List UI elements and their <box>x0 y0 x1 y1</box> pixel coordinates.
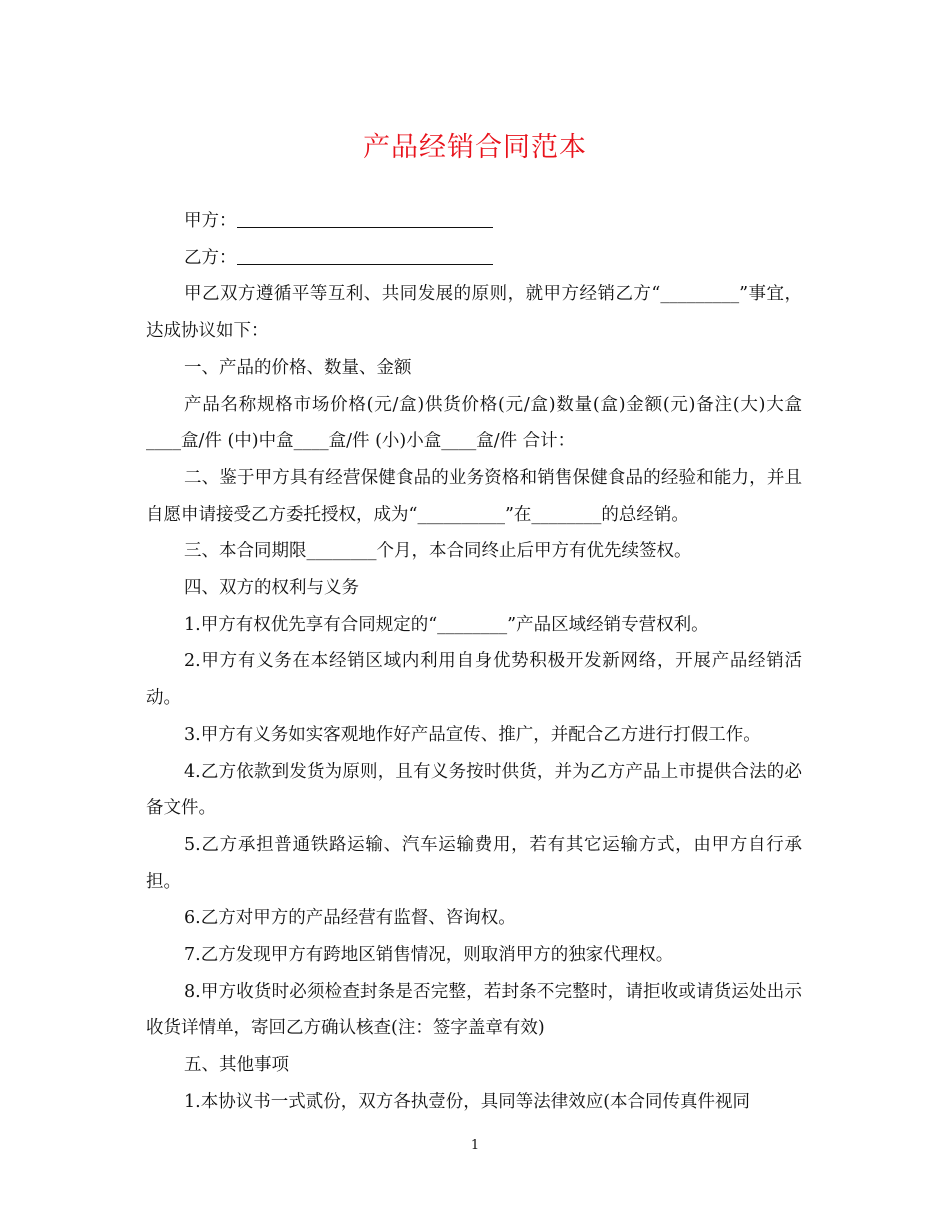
party-b-blank <box>237 246 493 265</box>
party-a-label: 甲方： <box>184 211 237 231</box>
section-two: 二、鉴于甲方具有经营保健食品的业务资格和销售保健食品的经验和能力，并且自愿申请接受乙方委托授权，成为“__________”在________的总经销。 <box>146 467 802 525</box>
section-heading-rights: 四、双方的权利与义务 <box>184 578 359 599</box>
section-three: 三、本合同期限________个月，本合同终止后甲方有优先续签权。 <box>184 541 692 562</box>
clause-6: 6.乙方对甲方的产品经营有监督、咨询权。 <box>184 908 516 929</box>
section-heading-price: 一、产品的价格、数量、金额 <box>184 357 412 378</box>
paragraph-product-table: 产品名称规格市场价格(元/盒)供货价格(元/盒)数量(盒)金额(元)备注(大)大盒____盒/件 (中)中盒____盒/件 (小)小盒____盒/件 合计： <box>146 394 802 452</box>
clause-7: 7.乙方发现甲方有跨地区销售情况，则取消甲方的独家代理权。 <box>184 945 674 966</box>
party-a-blank <box>237 209 493 228</box>
document-title: 产品经销合同范本 <box>363 132 587 163</box>
party-b-line <box>146 240 802 277</box>
clause-8: 8.甲方收货时必须检查封条是否完整，若封条不完整时，请拒收或请货运处出示收货详情单，寄回乙方确认核查(注：签字盖章有效) <box>146 981 802 1039</box>
clause-5: 5.乙方承担普通铁路运输、汽车运输费用，若有其它运输方式，由甲方自行承担。 <box>146 834 802 892</box>
paragraph-intro: 甲乙双方遵循平等互利、共同发展的原则，就甲方经销乙方“_________”事宜，达成协议如下： <box>146 284 802 342</box>
clause-4: 4.乙方依款到发货为原则，且有义务按时供货，并为乙方产品上市提供合法的必备文件。 <box>146 761 802 819</box>
party-a-line <box>146 203 802 240</box>
document-body <box>146 203 802 1121</box>
party-b-label: 乙方： <box>184 247 237 268</box>
section-heading-other: 五、其他事项 <box>184 1055 289 1076</box>
other-clause-1: 1.本协议书一式贰份，双方各执壹份，具同等法律效应(本合同传真件视同 <box>184 1091 751 1112</box>
page-number: 1 <box>470 1138 480 1153</box>
clause-3: 3.甲方有义务如实客观地作好产品宣传、推广，并配合乙方进行打假工作。 <box>184 724 761 745</box>
clause-2: 2.甲方有义务在本经销区域内利用自身优势积极开发新网络，开展产品经销活动。 <box>146 651 802 709</box>
clause-1: 1.甲方有权优先享有合同规定的“________”产品区域经销专营权利。 <box>184 614 709 635</box>
